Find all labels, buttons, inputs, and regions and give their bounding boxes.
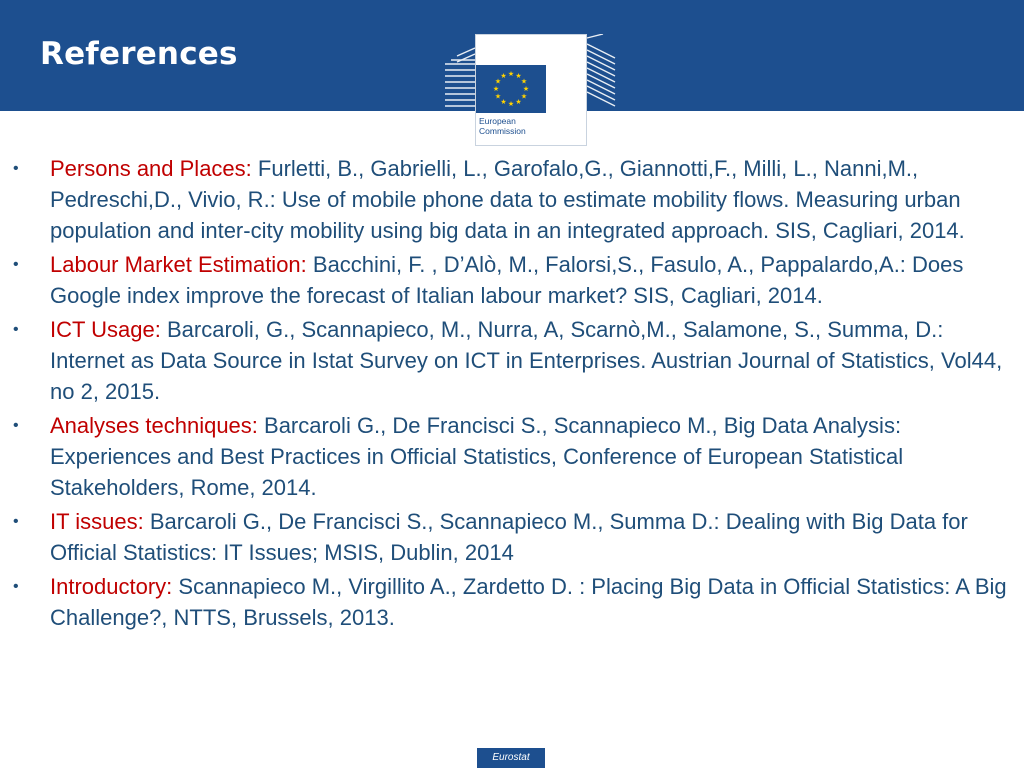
reference-label: Introductory:	[50, 574, 173, 599]
svg-text:★: ★	[520, 77, 528, 86]
svg-text:★: ★	[500, 72, 507, 80]
svg-text:★: ★	[494, 77, 502, 86]
svg-text:★: ★	[515, 98, 522, 106]
slide-title: References	[40, 36, 238, 72]
bullet-icon: •	[13, 417, 19, 434]
bullet-icon: •	[13, 160, 19, 177]
reference-label: ICT Usage:	[50, 317, 161, 342]
bullet-icon: •	[13, 256, 19, 273]
logo-text: European Commission	[479, 116, 526, 136]
reference-item	[0, 153, 1024, 246]
bullet-icon: •	[13, 513, 19, 530]
reference-item	[0, 410, 1024, 503]
footer-badge	[477, 748, 545, 768]
reference-item	[0, 571, 1024, 633]
svg-text:★: ★	[507, 70, 515, 78]
bullet-icon: •	[13, 321, 19, 338]
reference-label: Labour Market Estimation:	[50, 252, 307, 277]
svg-text:★: ★	[492, 85, 500, 93]
reference-list	[0, 153, 1024, 636]
svg-text:★: ★	[500, 98, 507, 106]
reference-text: Barcaroli G., De Francisci S., Scannapieco M., Big Data Analysis: Experiences and Best Practices in Official Statistics, Conference of European Statistical Stakeholders, Rome, 2014.	[50, 413, 904, 500]
bullet-icon: •	[13, 578, 19, 595]
svg-text:★: ★	[515, 72, 522, 80]
reference-text: Bacchini, F. , D’Alò, M., Falorsi,S., Fasulo, A., Pappalardo,A.: Does Google index improve the forecast of Italian labour market? SIS, Cagliari, 2014.	[50, 252, 964, 308]
reference-label: Analyses techniques:	[50, 413, 258, 438]
reference-label: IT issues:	[50, 509, 144, 534]
european-commission-logo	[443, 34, 618, 146]
footer-badge-text: Eurostat	[492, 752, 530, 763]
svg-text:★: ★	[520, 92, 528, 101]
svg-text:★: ★	[507, 100, 515, 108]
svg-text:★: ★	[522, 85, 530, 93]
reference-text: Barcaroli, G., Scannapieco, M., Nurra, A, Scarnò,M., Salamone, S., Summa, D.: Internet as Data Source in Istat Survey on ICT in Enterprises. Austrian Journal of Statistics, Vol44, no 2, 2015.	[50, 317, 1003, 404]
reference-item	[0, 314, 1024, 407]
reference-item	[0, 506, 1024, 568]
eu-flag-icon	[476, 65, 546, 113]
reference-text: Barcaroli G., De Francisci S., Scannapieco M., Summa D.: Dealing with Big Data for Official Statistics: IT Issues; MSIS, Dublin, 2014	[50, 509, 968, 565]
reference-item	[0, 249, 1024, 311]
reference-text: Scannapieco M., Virgillito A., Zardetto D. : Placing Big Data in Official Statistics: A Big Challenge?, NTTS, Brussels, 2013.	[50, 574, 1007, 630]
svg-text:★: ★	[494, 92, 502, 101]
reference-label: Persons and Places:	[50, 156, 252, 181]
reference-text: Furletti, B., Gabrielli, L., Garofalo,G., Giannotti,F., Milli, L., Nanni,M., Pedreschi,D., Vivio, R.: Use of mobile phone data to estimate mobility flows. Measuring urban population and inter-city mobility using big data in an integrated approach. SIS, Cagliari, 2014.	[50, 156, 965, 243]
